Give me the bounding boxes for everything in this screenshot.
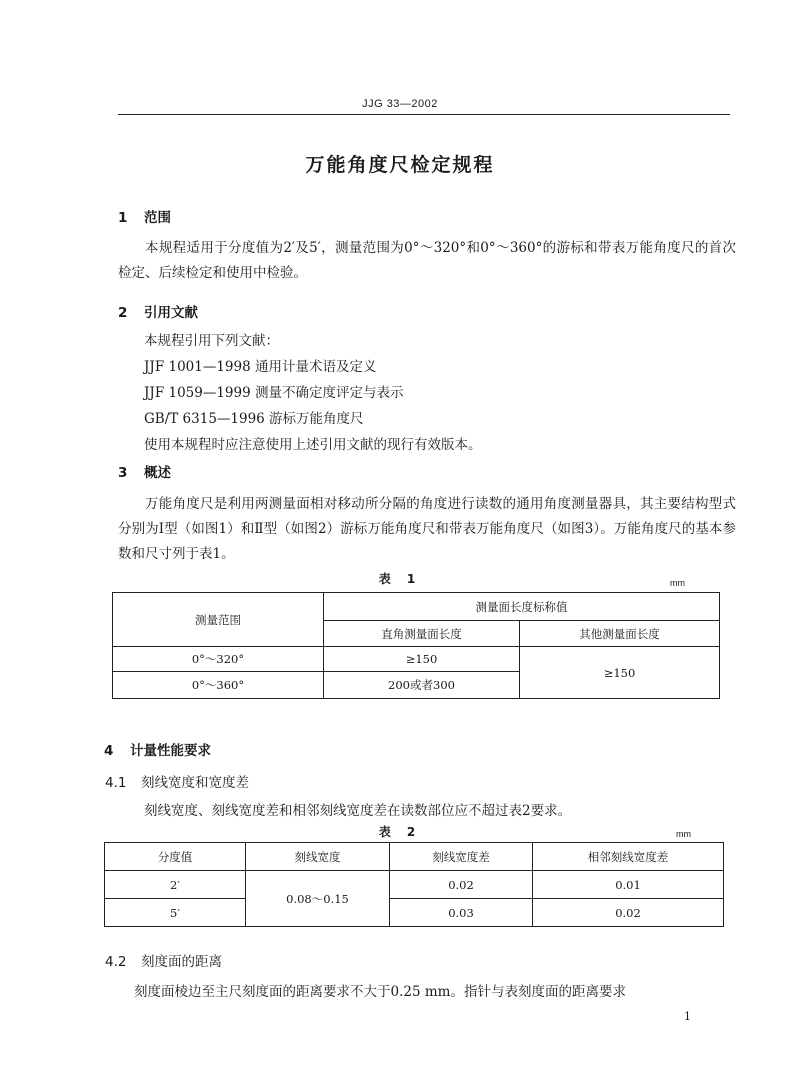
table-2-cell-division: 5′ — [105, 899, 246, 927]
table-1-header-right: 直角测量面长度 — [324, 621, 520, 647]
subsection-4-1-paragraph: 刻线宽度、刻线宽度差和相邻刻线宽度差在读数部位应不超过表2要求。 — [144, 803, 572, 819]
section-4-heading — [104, 739, 211, 759]
section-number: 4 — [104, 743, 114, 759]
header-rule — [118, 114, 730, 115]
subsection-number: 4.1 — [105, 775, 127, 791]
table-1-header-range: 测量范围 — [113, 593, 324, 647]
subsection-title: 刻线宽度和宽度差 — [141, 775, 249, 791]
section-title: 计量性能要求 — [130, 743, 211, 759]
table-2-cell-division: 2′ — [105, 871, 246, 899]
section-number: 2 — [118, 305, 128, 321]
section-title: 概述 — [144, 465, 171, 481]
table-1-cell-right: 200或者300 — [324, 672, 520, 699]
table-2-cell-adjacent: 0.02 — [533, 899, 724, 927]
table-1-cell-range: 0°～320° — [113, 647, 324, 672]
subsection-4-1-heading — [105, 771, 249, 791]
section-title: 引用文献 — [144, 305, 198, 321]
section-number: 1 — [118, 210, 128, 226]
reference-item: JJF 1001—1998 通用计量术语及定义 — [144, 359, 377, 375]
table-2-caption: 表 2 — [378, 825, 422, 839]
table-1-cell-range: 0°～360° — [113, 672, 324, 699]
section-3-paragraph: 万能角度尺是利用两测量面相对移动所分隔的角度进行读数的通用角度测量器具，其主要结构型式分别为Ⅰ型（如图1）和Ⅱ型（如图2）游标万能角度尺和带表万能角度尺（如图3）。万能角度尺的基本参数和尺寸列于表1。 — [118, 496, 736, 562]
subsection-4-2-paragraph: 刻度面棱边至主尺刻度面的距离要求不大于0.25 mm。指针与表刻度面的距离要求 — [134, 984, 626, 1000]
table-2-cell-adjacent: 0.01 — [533, 871, 724, 899]
reference-item: GB/T 6315—1996 游标万能角度尺 — [144, 411, 364, 427]
table-1-caption: 表 1 — [378, 572, 422, 586]
table-2-header: 刻线宽度 — [246, 843, 390, 871]
reference-intro: 本规程引用下列文献： — [144, 333, 279, 349]
table-2-cell-width: 0.08～0.15 — [246, 871, 390, 927]
section-1-heading — [118, 206, 171, 226]
subsection-number: 4.2 — [105, 954, 127, 970]
table-1-cell-other: ≥150 — [520, 647, 720, 699]
table-2-header: 分度值 — [105, 843, 246, 871]
table-1-cell-right: ≥150 — [324, 647, 520, 672]
subsection-title: 刻度面的距离 — [141, 954, 222, 970]
table-1 — [112, 592, 720, 699]
section-1-paragraph: 本规程适用于分度值为2′及5′，测量范围为0°～320°和0°～360°的游标和带表万能角度尺的首次检定、后续检定和使用中检验。 — [118, 240, 736, 281]
table-1-header-other: 其他测量面长度 — [520, 621, 720, 647]
section-number: 3 — [118, 465, 128, 481]
standard-code: JJG 33—2002 — [362, 98, 438, 110]
reference-note: 使用本规程时应注意使用上述引用文献的现行有效版本。 — [144, 437, 482, 453]
subsection-4-2-heading — [105, 950, 222, 970]
section-2-heading — [118, 301, 198, 321]
section-title: 范围 — [144, 210, 171, 226]
reference-item: JJF 1059—1999 测量不确定度评定与表示 — [144, 385, 404, 401]
table-2-header: 相邻刻线宽度差 — [533, 843, 724, 871]
table-2-cell-diff: 0.02 — [390, 871, 533, 899]
table-1-unit: mm — [670, 578, 685, 588]
table-2 — [104, 842, 724, 927]
table-1-header-group: 测量面长度标称值 — [324, 593, 720, 621]
table-2-header: 刻线宽度差 — [390, 843, 533, 871]
page-number: 1 — [684, 1010, 691, 1023]
table-2-cell-diff: 0.03 — [390, 899, 533, 927]
section-3-heading — [118, 461, 171, 481]
table-2-unit: mm — [676, 829, 691, 839]
document-title: 万能角度尺检定规程 — [305, 154, 495, 176]
